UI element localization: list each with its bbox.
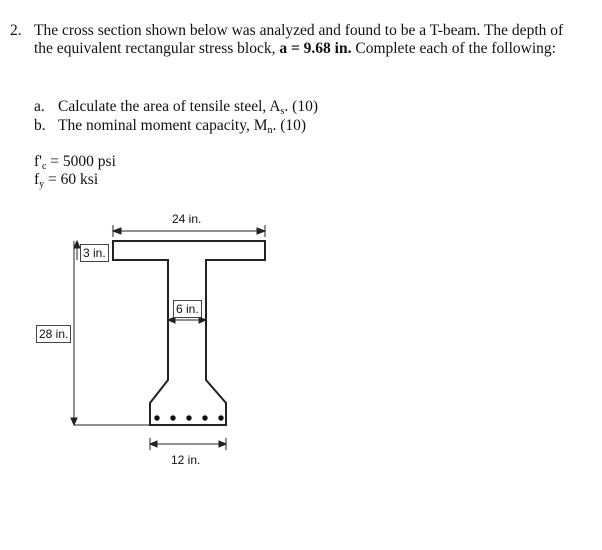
bulb-width-dimension <box>150 438 226 450</box>
concrete-strength: $f'_c = 5000$ psi <box>34 153 116 172</box>
rebar <box>170 415 175 420</box>
rebar <box>218 415 223 420</box>
total-depth-label: 28 in. <box>36 325 71 343</box>
steel-yield-strength: $f_y = 60$ ksi <box>34 171 99 190</box>
part-b: b. The nominal moment capacity, $M_n$. (10) <box>34 117 307 136</box>
part-a: a. Calculate the area of tensile steel, $A_s$. (10) <box>34 98 318 117</box>
bulb-width-label: 12 in. <box>171 453 201 467</box>
web-width-label: 6 in. <box>173 300 202 318</box>
rebar <box>154 415 159 420</box>
rebar <box>202 415 207 420</box>
flange-thickness-label: 3 in. <box>80 244 109 262</box>
problem-number: 2. <box>10 22 22 39</box>
flange-width-label: 24 in. <box>172 212 202 226</box>
stress-block-depth: a = 9.68 in. <box>279 40 352 57</box>
flange-width-dimension <box>113 225 265 237</box>
beam-outline <box>113 241 265 425</box>
problem-text: The cross section shown below was analyzed and found to be a T-beam. The depth of the equivalent rectangular stress block, a = 9.68 in. Complete each of the following: <box>34 22 564 57</box>
rebar <box>186 415 191 420</box>
total-depth-dimension <box>71 241 150 425</box>
